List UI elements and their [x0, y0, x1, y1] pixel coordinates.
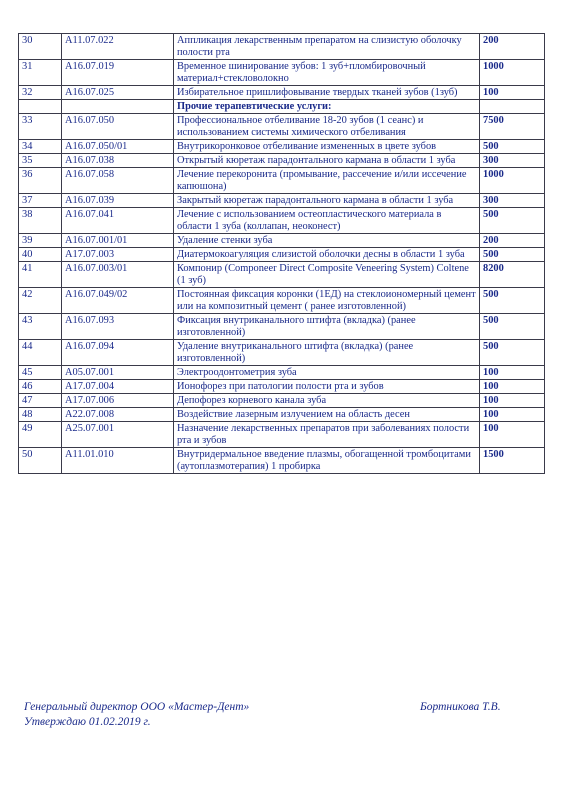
price-table	[18, 33, 545, 474]
row-number-cell: 43	[19, 314, 62, 340]
service-name-cell: Избирательное пришлифовывание твердых тканей зубов (1зуб)	[174, 86, 480, 100]
row-number-cell: 32	[19, 86, 62, 100]
code-cell: A16.07.019	[62, 60, 174, 86]
section-title: Прочие терапевтические услуги:	[174, 100, 480, 114]
row-number-cell: 35	[19, 154, 62, 168]
code-cell: A16.07.025	[62, 86, 174, 100]
code-cell: A11.07.022	[62, 34, 174, 60]
table-row	[19, 408, 545, 422]
row-number-cell: 36	[19, 168, 62, 194]
table-row	[19, 288, 545, 314]
service-name-cell: Лечение с использованием остеопластического материала в области 1 зуба (коллапан, неоконест)	[174, 208, 480, 234]
service-name-cell: Фиксация внутриканального штифта (вкладка) (ранее изготовленной)	[174, 314, 480, 340]
row-number-cell: 34	[19, 140, 62, 154]
row-number-cell: 31	[19, 60, 62, 86]
table-row	[19, 114, 545, 140]
service-name-cell: Депофорез корневого канала зуба	[174, 394, 480, 408]
service-name-cell: Назначение лекарственных препаратов при заболеваниях полости рта и зубов	[174, 422, 480, 448]
row-number-cell: 48	[19, 408, 62, 422]
table-row	[19, 234, 545, 248]
code-cell: A16.07.050	[62, 114, 174, 140]
table-row	[19, 262, 545, 288]
price-cell: 500	[480, 340, 545, 366]
row-number-cell: 49	[19, 422, 62, 448]
table-row	[19, 394, 545, 408]
approval-date: Утверждаю 01.02.2019 г.	[24, 716, 151, 728]
row-number-cell: 37	[19, 194, 62, 208]
code-cell: A11.01.010	[62, 448, 174, 474]
row-number-cell: 47	[19, 394, 62, 408]
table-row	[19, 60, 545, 86]
price-cell: 200	[480, 34, 545, 60]
table-row	[19, 194, 545, 208]
code-cell: A16.07.038	[62, 154, 174, 168]
table-row	[19, 154, 545, 168]
row-number-cell: 44	[19, 340, 62, 366]
table-row	[19, 248, 545, 262]
row-number-cell: 45	[19, 366, 62, 380]
price-cell: 500	[480, 288, 545, 314]
code-cell: A17.07.004	[62, 380, 174, 394]
code-cell: A16.07.094	[62, 340, 174, 366]
service-name-cell: Внутридермальное введение плазмы, обогащенной тромбоцитами (аутоплазмотерапия) 1 пробирка	[174, 448, 480, 474]
price-cell: 100	[480, 366, 545, 380]
price-cell: 1000	[480, 168, 545, 194]
price-cell: 500	[480, 208, 545, 234]
price-cell: 300	[480, 194, 545, 208]
price-cell: 8200	[480, 262, 545, 288]
service-name-cell: Лечение перекоронита (промывание, рассечение и/или иссечение капюшона)	[174, 168, 480, 194]
service-name-cell: Закрытый кюретаж парадонтального кармана в области 1 зуба	[174, 194, 480, 208]
row-number-cell	[19, 100, 62, 114]
code-cell	[62, 100, 174, 114]
table-row	[19, 448, 545, 474]
row-number-cell: 30	[19, 34, 62, 60]
price-cell: 200	[480, 234, 545, 248]
service-name-cell: Воздействие лазерным излучением на область десен	[174, 408, 480, 422]
price-table-body	[19, 34, 545, 474]
row-number-cell: 50	[19, 448, 62, 474]
service-name-cell: Временное шинирование зубов: 1 зуб+пломбировочный материал+стекловолокно	[174, 60, 480, 86]
code-cell: A17.07.003	[62, 248, 174, 262]
price-cell: 500	[480, 248, 545, 262]
code-cell: A16.07.041	[62, 208, 174, 234]
section-row	[19, 100, 545, 114]
service-name-cell: Электроодонтометрия зуба	[174, 366, 480, 380]
code-cell: A17.07.006	[62, 394, 174, 408]
table-row	[19, 140, 545, 154]
service-name-cell: Открытый кюретаж парадонтального кармана в области 1 зуба	[174, 154, 480, 168]
code-cell: A05.07.001	[62, 366, 174, 380]
table-row	[19, 208, 545, 234]
row-number-cell: 42	[19, 288, 62, 314]
service-name-cell: Профессиональное отбеливание 18-20 зубов (1 сеанс) и использованием системы химического отбеливания	[174, 114, 480, 140]
service-name-cell: Внутрикоронковое отбеливание измененных в цвете зубов	[174, 140, 480, 154]
table-row	[19, 366, 545, 380]
code-cell: A16.07.050/01	[62, 140, 174, 154]
price-cell: 1500	[480, 448, 545, 474]
service-name-cell: Ионофорез при патологии полости рта и зубов	[174, 380, 480, 394]
price-cell: 100	[480, 86, 545, 100]
price-cell: 500	[480, 140, 545, 154]
service-name-cell: Диатермокоагуляция слизистой оболочки десны в области 1 зуба	[174, 248, 480, 262]
table-row	[19, 380, 545, 394]
code-cell: A16.07.003/01	[62, 262, 174, 288]
signatory-name: Бортникова Т.В.	[420, 701, 501, 713]
code-cell: A16.07.058	[62, 168, 174, 194]
table-row	[19, 34, 545, 60]
code-cell: A16.07.001/01	[62, 234, 174, 248]
price-cell: 300	[480, 154, 545, 168]
row-number-cell: 40	[19, 248, 62, 262]
row-number-cell: 46	[19, 380, 62, 394]
code-cell: A16.07.093	[62, 314, 174, 340]
director-title: Генеральный директор ООО «Мастер-Дент»	[24, 701, 250, 713]
row-number-cell: 33	[19, 114, 62, 140]
price-cell	[480, 100, 545, 114]
row-number-cell: 41	[19, 262, 62, 288]
table-row	[19, 314, 545, 340]
price-cell: 100	[480, 394, 545, 408]
code-cell: A22.07.008	[62, 408, 174, 422]
table-row	[19, 168, 545, 194]
code-cell: A25.07.001	[62, 422, 174, 448]
price-cell: 100	[480, 408, 545, 422]
price-cell: 100	[480, 422, 545, 448]
service-name-cell: Удаление стенки зуба	[174, 234, 480, 248]
price-cell: 7500	[480, 114, 545, 140]
price-cell: 500	[480, 314, 545, 340]
price-cell: 1000	[480, 60, 545, 86]
code-cell: A16.07.039	[62, 194, 174, 208]
table-row	[19, 86, 545, 100]
service-name-cell: Постоянная фиксация коронки (1ЕД) на стеклоиономерный цемент или на композитный цемент ( ранее изготовленной)	[174, 288, 480, 314]
service-name-cell: Компонир (Componeer Direct Composite Veneering System) Coltene (1 зуб)	[174, 262, 480, 288]
row-number-cell: 38	[19, 208, 62, 234]
price-cell: 100	[480, 380, 545, 394]
service-name-cell: Удаление внутриканального штифта (вкладка) (ранее изготовленной)	[174, 340, 480, 366]
table-row	[19, 340, 545, 366]
service-name-cell: Аппликация лекарственным препаратом на слизистую оболочку полости рта	[174, 34, 480, 60]
table-row	[19, 422, 545, 448]
row-number-cell: 39	[19, 234, 62, 248]
code-cell: A16.07.049/02	[62, 288, 174, 314]
